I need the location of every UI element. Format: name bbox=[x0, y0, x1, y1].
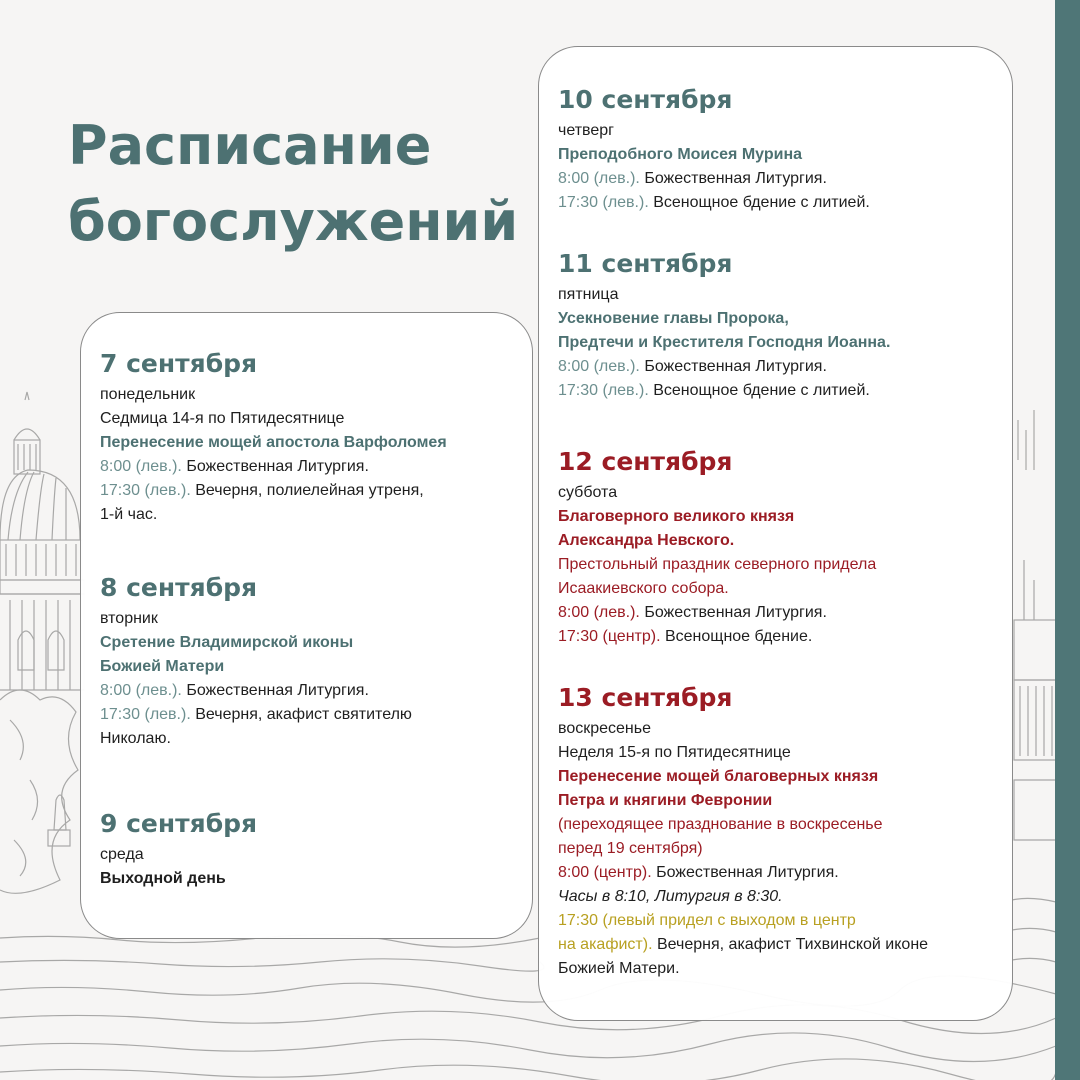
service-time: 8:00 (лев.). bbox=[558, 604, 640, 621]
day-note-line-2: перед 19 сентября) bbox=[558, 840, 703, 857]
service-line bbox=[558, 379, 1012, 403]
day-note-line-1: (переходящее празднование в воскресенье bbox=[558, 816, 883, 833]
service-text: Всенощное бдение с литией. bbox=[648, 382, 870, 399]
schedule-card-right bbox=[538, 46, 1013, 1021]
day-date: 8 сентября bbox=[100, 573, 258, 602]
day-weekday: вторник bbox=[100, 610, 158, 627]
service-line bbox=[100, 703, 532, 727]
day-status: Выходной день bbox=[100, 870, 226, 887]
service-line bbox=[558, 933, 1012, 957]
service-text-continued: Божией Матери. bbox=[558, 960, 680, 977]
service-time: 8:00 (лев.). bbox=[100, 682, 182, 699]
day-feast: Перенесение мощей апостола Варфоломея bbox=[100, 434, 447, 451]
day-feast-line-1: Благоверного великого князя bbox=[558, 508, 795, 525]
day-weekday: среда bbox=[100, 846, 144, 863]
day-10-september bbox=[558, 85, 1012, 215]
service-text: Божественная Литургия. bbox=[639, 604, 827, 621]
service-line bbox=[100, 455, 532, 479]
day-12-september bbox=[558, 447, 1012, 649]
day-weekday: воскресенье bbox=[558, 720, 651, 737]
service-text: Божественная Литургия. bbox=[181, 682, 369, 699]
day-weekday: пятница bbox=[558, 286, 619, 303]
day-feast-line-2: Александра Невского. bbox=[558, 532, 735, 549]
service-time: 17:30 (лев.). bbox=[100, 706, 191, 723]
service-line bbox=[558, 355, 1012, 379]
service-text: Всенощное бдение. bbox=[660, 628, 813, 645]
service-text: Божественная Литургия. bbox=[639, 358, 827, 375]
service-time: 8:00 (лев.). bbox=[100, 458, 182, 475]
service-time: 8:00 (лев.). bbox=[558, 358, 640, 375]
service-line bbox=[558, 167, 1012, 191]
day-8-september bbox=[100, 573, 532, 751]
service-line bbox=[100, 479, 532, 503]
service-time: 8:00 (центр). bbox=[558, 864, 652, 881]
day-date: 10 сентября bbox=[558, 85, 733, 114]
day-note: Седмица 14-я по Пятидесятнице bbox=[100, 410, 345, 427]
day-note-line-2: Исаакиевского собора. bbox=[558, 580, 729, 597]
day-feast-line-2: Предтечи и Крестителя Господня Иоанна. bbox=[558, 334, 891, 351]
service-time-line-1: 17:30 (левый придел с выходом в центр bbox=[558, 912, 856, 929]
service-line bbox=[558, 601, 1012, 625]
right-accent-bar bbox=[1055, 0, 1080, 1080]
service-text: Вечерня, акафист Тихвинской иконе bbox=[652, 936, 929, 953]
day-feast: Преподобного Моисея Мурина bbox=[558, 146, 803, 163]
day-feast-line-1: Усекновение главы Пророка, bbox=[558, 310, 789, 327]
schedule-card-left bbox=[80, 312, 533, 939]
service-text: Божественная Литургия. bbox=[651, 864, 839, 881]
day-9-september bbox=[100, 809, 532, 891]
service-line bbox=[558, 861, 1012, 885]
service-time: 17:30 (лев.). bbox=[558, 194, 649, 211]
day-feast-line-1: Сретение Владимирской иконы bbox=[100, 634, 354, 651]
page-title-line-2: богослужений bbox=[68, 190, 519, 253]
day-date: 11 сентября bbox=[558, 249, 733, 278]
day-weekday: суббота bbox=[558, 484, 618, 501]
service-line bbox=[100, 679, 532, 703]
page-title-line-1: Расписание bbox=[68, 114, 432, 177]
day-date: 9 сентября bbox=[100, 809, 258, 838]
day-weekday: понедельник bbox=[100, 386, 196, 403]
service-time: 17:30 (лев.). bbox=[100, 482, 191, 499]
page-title bbox=[68, 108, 518, 260]
day-feast-line-2: Божией Матери bbox=[100, 658, 225, 675]
service-text: Вечерня, акафист святителю bbox=[190, 706, 412, 723]
service-line bbox=[558, 625, 1012, 649]
service-time-line-2: на акафист). bbox=[558, 936, 653, 953]
service-time: 17:30 (центр). bbox=[558, 628, 661, 645]
day-feast-line-2: Петра и княгини Февронии bbox=[558, 792, 773, 809]
service-text: Божественная Литургия. bbox=[181, 458, 369, 475]
day-note-line-1: Престольный праздник северного придела bbox=[558, 556, 877, 573]
service-text: Вечерня, полиелейная утреня, bbox=[190, 482, 424, 499]
service-text-continued: 1-й час. bbox=[100, 506, 158, 523]
day-7-september bbox=[100, 349, 532, 527]
day-date: 12 сентября bbox=[558, 447, 733, 476]
service-text: Божественная Литургия. bbox=[639, 170, 827, 187]
day-weekday: четверг bbox=[558, 122, 614, 139]
service-time: 17:30 (лев.). bbox=[558, 382, 649, 399]
day-11-september bbox=[558, 249, 1012, 403]
service-time: 8:00 (лев.). bbox=[558, 170, 640, 187]
day-date: 13 сентября bbox=[558, 683, 733, 712]
service-text-continued: Николаю. bbox=[100, 730, 171, 747]
day-date: 7 сентября bbox=[100, 349, 258, 378]
day-feast-line-1: Перенесение мощей благоверных князя bbox=[558, 768, 879, 785]
service-text: Всенощное бдение с литией. bbox=[648, 194, 870, 211]
day-13-september bbox=[558, 683, 1012, 981]
day-note: Неделя 15-я по Пятидесятнице bbox=[558, 744, 791, 761]
service-italic-note: Часы в 8:10, Литургия в 8:30. bbox=[558, 888, 783, 905]
service-line bbox=[558, 191, 1012, 215]
